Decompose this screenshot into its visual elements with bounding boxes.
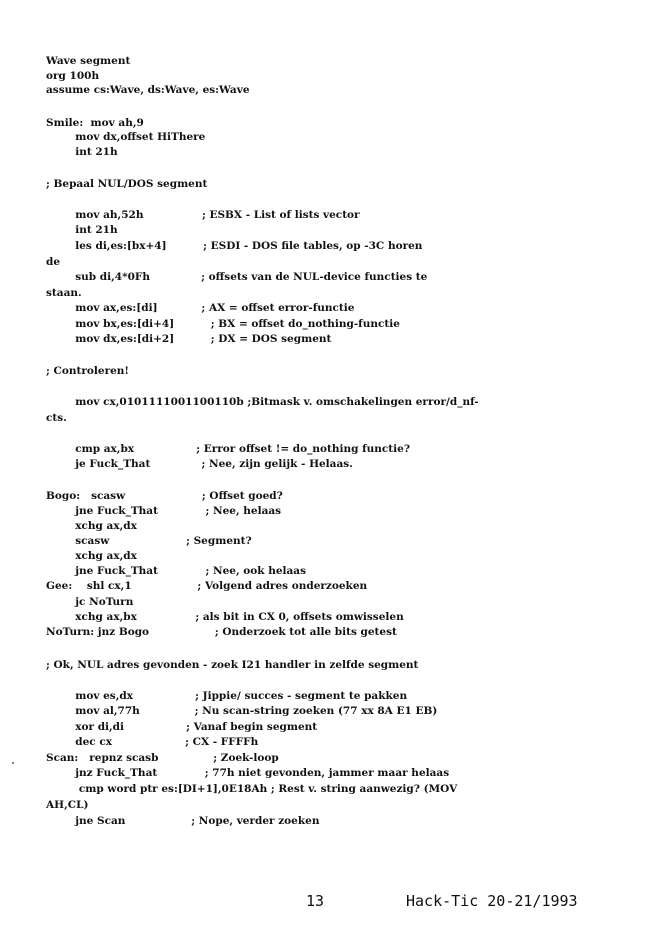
scan-speck	[12, 762, 14, 764]
code-line: xchg ax,bx ; als bit in CX 0, offsets omwisselen	[46, 611, 404, 623]
code-line: scasw ; Segment?	[46, 535, 252, 547]
code-line: Scan: repnz scasb ; Zoek-loop	[46, 752, 279, 764]
code-line: int 21h	[46, 224, 118, 236]
code-line: NoTurn: jnz Bogo ; Onderzoek tot alle bits getest	[46, 626, 397, 638]
code-line: xor di,di ; Vanaf begin segment	[46, 721, 318, 733]
code-line: cts.	[46, 412, 67, 424]
code-line: org 100h	[46, 70, 100, 82]
code-line: ; Controleren!	[46, 365, 130, 377]
code-line: ; Ok, NUL adres gevonden - zoek I21 handler in zelfde segment	[46, 659, 419, 671]
code-line: je Fuck_That ; Nee, zijn gelijk - Helaas.	[46, 458, 353, 470]
code-line: jne Fuck_That ; Nee, helaas	[46, 505, 282, 517]
code-line: Bogo: scasw ; Offset goed?	[46, 490, 283, 502]
code-line: xchg ax,dx	[46, 520, 137, 532]
code-line: jne Scan ; Nope, verder zoeken	[46, 815, 320, 827]
code-line: mov bx,es:[di+4] ; BX = offset do_nothing-functie	[46, 318, 400, 330]
code-line: jne Fuck_That ; Nee, ook helaas	[46, 565, 307, 577]
code-line: dec cx ; CX - FFFFh	[46, 736, 259, 748]
code-line: ; Bepaal NUL/DOS segment	[46, 178, 208, 190]
code-line: mov es,dx ; Jippie/ succes - segment te pakken	[46, 690, 408, 702]
code-line: int 21h	[46, 146, 118, 158]
code-line: mov al,77h ; Nu scan-string zoeken (77 xx 8A E1 EB)	[46, 705, 438, 717]
magazine-issue: Hack-Tic 20-21/1993	[406, 892, 578, 910]
code-line: de	[46, 256, 61, 268]
code-line: jc NoTurn	[46, 596, 134, 608]
code-line: staan.	[46, 287, 82, 299]
code-line: mov cx,0101111001100110b ;Bitmask v. omschakelingen error/d_nf-	[46, 396, 479, 408]
code-line: jnz Fuck_That ; 77h niet gevonden, jammer maar helaas	[46, 767, 450, 779]
page-number: 13	[306, 892, 325, 910]
code-line: mov dx,offset HiThere	[46, 131, 206, 143]
code-line: mov ax,es:[di] ; AX = offset error-functie	[46, 302, 355, 314]
code-line: cmp ax,bx ; Error offset != do_nothing functie?	[46, 443, 410, 455]
code-line: Wave segment	[46, 55, 131, 67]
code-line: cmp word ptr es:[DI+1],0E18Ah ; Rest v. string aanwezig? (MOV	[46, 783, 458, 795]
code-line: les di,es:[bx+4] ; ESDI - DOS file tables, op -3C horen	[46, 240, 423, 252]
code-line: Gee: shl cx,1 ; Volgend adres onderzoeken	[46, 580, 368, 592]
code-line: xchg ax,dx	[46, 550, 137, 562]
code-line: mov dx,es:[di+2] ; DX = DOS segment	[46, 333, 332, 345]
code-line: mov ah,52h ; ESBX - List of lists vector	[46, 209, 360, 221]
code-line: sub di,4*0Fh ; offsets van de NUL-device functies te	[46, 271, 428, 283]
code-line: assume cs:Wave, ds:Wave, es:Wave	[46, 84, 250, 96]
code-line: AH,CL)	[46, 799, 89, 811]
code-line: Smile: mov ah,9	[46, 117, 144, 129]
